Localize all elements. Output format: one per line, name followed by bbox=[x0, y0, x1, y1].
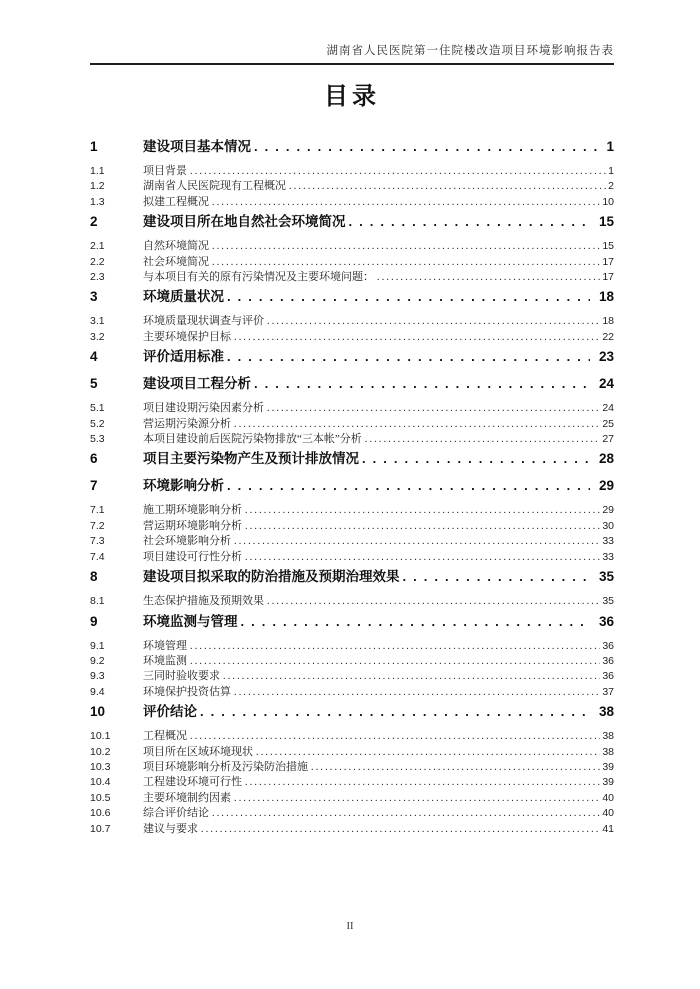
toc-entry-page: 15 bbox=[602, 240, 614, 253]
toc-entry-page: 1 bbox=[608, 165, 614, 177]
toc-chapter-entry[interactable] bbox=[90, 212, 614, 232]
toc-entry-page: 40 bbox=[602, 807, 614, 820]
toc-entry-title: 营运期污染源分析 bbox=[143, 417, 231, 430]
toc-entry-title: 社会环境简况 bbox=[143, 255, 209, 268]
toc-entry-page: 15 bbox=[598, 214, 614, 230]
toc-dot-leader bbox=[231, 417, 600, 432]
toc-entry-page: 2 bbox=[608, 180, 614, 193]
toc-dot-leader bbox=[253, 745, 600, 760]
toc-entry-page: 39 bbox=[602, 760, 614, 773]
toc-entry-number: 9.4 bbox=[90, 685, 105, 698]
toc-sub-entry[interactable] bbox=[90, 760, 614, 775]
toc-entry-number: 2.1 bbox=[90, 240, 105, 253]
toc-entry-page: 30 bbox=[602, 519, 614, 532]
toc-entry-number: 3 bbox=[90, 289, 98, 305]
toc-entry-title: 湖南省人民医院现有工程概况 bbox=[143, 180, 286, 193]
toc-sub-entry[interactable] bbox=[90, 669, 614, 684]
toc-dot-leader bbox=[242, 775, 600, 790]
toc-sub-entry[interactable] bbox=[90, 503, 614, 518]
toc-entry-page: 22 bbox=[602, 330, 614, 343]
toc-entry-number: 8.1 bbox=[90, 595, 105, 608]
header-title: 湖南省人民医院第一住院楼改造项目环境影响报告表 bbox=[326, 45, 614, 57]
toc-dot-leader bbox=[231, 534, 600, 549]
toc-chapter-entry[interactable] bbox=[90, 476, 614, 496]
toc-entry-number: 3.2 bbox=[90, 330, 105, 343]
toc-sub-entry[interactable] bbox=[90, 806, 614, 821]
toc-entry-page: 36 bbox=[602, 654, 614, 667]
toc-entry-page: 35 bbox=[602, 595, 614, 608]
toc-entry-page: 41 bbox=[602, 822, 614, 835]
toc-entry-number: 10.4 bbox=[90, 776, 111, 789]
toc-entry-number: 5.2 bbox=[90, 417, 105, 430]
toc-entry-title: 评价适用标准 bbox=[143, 349, 224, 365]
toc-dot-leader bbox=[286, 179, 606, 194]
toc-entry-page: 33 bbox=[602, 550, 614, 563]
page-number: II bbox=[346, 921, 354, 932]
toc-entry-title: 项目建设可行性分析 bbox=[143, 550, 242, 563]
toc-entry-number: 10 bbox=[90, 704, 106, 720]
toc-entry-title: 环境监测 bbox=[143, 654, 187, 667]
toc-entry-title: 环境管理 bbox=[143, 639, 187, 652]
toc-dot-leader bbox=[238, 612, 590, 632]
toc-dot-leader bbox=[242, 503, 600, 518]
toc-dot-leader bbox=[187, 654, 600, 669]
toc-entry-page: 17 bbox=[602, 271, 614, 284]
toc-entry-number: 9.1 bbox=[90, 639, 105, 652]
toc-dot-leader bbox=[209, 239, 600, 254]
toc-dot-leader bbox=[187, 164, 606, 179]
toc-sub-entry[interactable] bbox=[90, 195, 614, 210]
toc-dot-leader bbox=[187, 639, 600, 654]
toc-entry-title: 环境影响分析 bbox=[143, 478, 224, 494]
toc-sub-entry[interactable] bbox=[90, 239, 614, 254]
toc-entry-page: 38 bbox=[602, 730, 614, 743]
toc-dot-leader bbox=[209, 806, 600, 821]
toc-entry-number: 2.3 bbox=[90, 271, 105, 284]
toc-sub-entry[interactable] bbox=[90, 255, 614, 270]
toc-entry-title: 工程建设环境可行性 bbox=[143, 776, 242, 789]
toc-dot-leader bbox=[231, 791, 600, 806]
toc-dot-leader bbox=[264, 594, 600, 609]
toc-sub-entry[interactable] bbox=[90, 639, 614, 654]
toc-entry-number: 9 bbox=[90, 613, 98, 629]
toc-entry-number: 5.3 bbox=[90, 433, 105, 446]
toc-entry-page: 18 bbox=[598, 289, 614, 305]
toc-entry-title: 三同时验收要求 bbox=[143, 670, 220, 683]
toc-entry-number: 6 bbox=[90, 451, 98, 467]
toc-dot-leader bbox=[251, 374, 590, 394]
toc-entry-number: 4 bbox=[90, 349, 98, 365]
toc-entry-page: 35 bbox=[598, 569, 614, 585]
toc-entry-title: 主要环境保护目标 bbox=[143, 330, 231, 343]
toc-entry-title: 本项目建设前后医院污染物排放“三本帐”分析 bbox=[143, 433, 362, 446]
toc-entry-number: 10.6 bbox=[90, 807, 111, 820]
toc-entry-page: 27 bbox=[602, 433, 614, 446]
toc-dot-leader bbox=[264, 314, 600, 329]
toc-entry-title: 项目主要污染物产生及预计排放情况 bbox=[143, 451, 359, 467]
toc-entry-page: 25 bbox=[602, 417, 614, 430]
toc-entry-number: 1 bbox=[90, 139, 98, 154]
toc-entry-title: 建设项目所在地自然社会环境简况 bbox=[143, 214, 346, 230]
toc-entry-number: 10.2 bbox=[90, 745, 111, 758]
toc-dot-leader bbox=[220, 669, 600, 684]
toc-entry-title: 项目背景 bbox=[143, 165, 187, 177]
toc-entry-page: 36 bbox=[602, 670, 614, 683]
toc-entry-number: 7.2 bbox=[90, 519, 105, 532]
toc-chapter-entry[interactable] bbox=[90, 347, 614, 367]
toc-entry-title: 建设项目基本情况 bbox=[143, 139, 251, 154]
toc-sub-entry[interactable] bbox=[90, 594, 614, 609]
toc-sub-entry[interactable] bbox=[90, 179, 614, 194]
toc-dot-leader bbox=[209, 255, 600, 270]
toc-chapter-entry[interactable] bbox=[90, 449, 614, 469]
toc-dot-leader bbox=[362, 432, 601, 447]
toc-entry-page: 1 bbox=[606, 139, 614, 154]
toc-entry-number: 9.2 bbox=[90, 654, 105, 667]
toc-entry-title: 综合评价结论 bbox=[143, 807, 209, 820]
toc-sub-entry[interactable] bbox=[90, 417, 614, 432]
toc-sub-entry[interactable] bbox=[90, 534, 614, 549]
toc-title: 目录 bbox=[324, 83, 380, 110]
toc-entry-page: 39 bbox=[602, 776, 614, 789]
toc-entry-number: 3.1 bbox=[90, 315, 105, 328]
toc-dot-leader bbox=[242, 519, 600, 534]
toc-sub-entry[interactable] bbox=[90, 270, 614, 285]
toc-entry-title: 与本项目有关的原有污染情况及主要环境问题： bbox=[143, 271, 374, 284]
toc-entry-number: 5 bbox=[90, 376, 98, 392]
toc-dot-leader bbox=[359, 449, 590, 469]
toc-dot-leader bbox=[198, 822, 600, 837]
toc-entry-page: 29 bbox=[598, 478, 614, 494]
page-header bbox=[90, 44, 614, 65]
toc-entry-title: 社会环境影响分析 bbox=[143, 535, 231, 548]
toc-entry-page: 37 bbox=[602, 685, 614, 698]
toc-entry-number: 5.1 bbox=[90, 402, 105, 415]
toc-entry-title: 主要环境制约因素 bbox=[143, 791, 231, 804]
toc-entry-title: 营运期环境影响分析 bbox=[143, 519, 242, 532]
toc-entry-page: 29 bbox=[602, 504, 614, 517]
toc-entry-title: 自然环境简况 bbox=[143, 240, 209, 253]
toc-entry-page: 10 bbox=[602, 195, 614, 208]
toc-entry-number: 1.2 bbox=[90, 180, 105, 193]
toc-sub-entry[interactable] bbox=[90, 729, 614, 744]
toc-dot-leader bbox=[264, 401, 600, 416]
toc-entry-number: 10.7 bbox=[90, 822, 111, 835]
toc-dot-leader bbox=[224, 347, 590, 367]
toc-list bbox=[90, 137, 614, 837]
toc-sub-entry[interactable] bbox=[90, 550, 614, 565]
toc-entry-number: 10.3 bbox=[90, 760, 111, 773]
toc-entry-number: 7.3 bbox=[90, 535, 105, 548]
toc-dot-leader bbox=[346, 212, 590, 232]
toc-dot-leader bbox=[374, 270, 600, 285]
toc-dot-leader bbox=[187, 729, 600, 744]
toc-entry-title: 施工期环境影响分析 bbox=[143, 504, 242, 517]
toc-entry-page: 28 bbox=[598, 451, 614, 467]
toc-entry-title: 项目所在区域环境现状 bbox=[143, 745, 253, 758]
toc-entry-number: 2 bbox=[90, 214, 98, 230]
toc-sub-entry[interactable] bbox=[90, 745, 614, 760]
toc-chapter-entry[interactable] bbox=[90, 287, 614, 307]
toc-sub-entry[interactable] bbox=[90, 314, 614, 329]
toc-entry-number: 7 bbox=[90, 478, 98, 494]
toc-sub-entry[interactable] bbox=[90, 432, 614, 447]
toc-dot-leader bbox=[400, 567, 590, 587]
toc-entry-number: 2.2 bbox=[90, 255, 105, 268]
toc-entry-page: 24 bbox=[602, 402, 614, 415]
toc-entry-number: 1.1 bbox=[90, 165, 105, 177]
toc-chapter-entry[interactable] bbox=[90, 374, 614, 394]
toc-sub-entry[interactable] bbox=[90, 685, 614, 700]
toc-dot-leader bbox=[224, 476, 590, 496]
toc-chapter-entry[interactable] bbox=[90, 702, 614, 722]
toc-entry-page: 24 bbox=[598, 376, 614, 392]
toc-entry-page: 38 bbox=[602, 745, 614, 758]
page-content bbox=[90, 44, 614, 837]
toc-entry-page: 38 bbox=[598, 704, 614, 720]
toc-entry-page: 18 bbox=[602, 315, 614, 328]
toc-entry-number: 8 bbox=[90, 569, 98, 585]
toc-entry-number: 7.1 bbox=[90, 504, 105, 517]
toc-entry-number: 1.3 bbox=[90, 195, 105, 208]
toc-entry-page: 17 bbox=[602, 255, 614, 268]
toc-entry-title: 建设项目工程分析 bbox=[143, 376, 251, 392]
toc-sub-entry[interactable] bbox=[90, 822, 614, 837]
toc-dot-leader bbox=[197, 702, 590, 722]
toc-chapter-entry[interactable] bbox=[90, 567, 614, 587]
toc-sub-entry[interactable] bbox=[90, 401, 614, 416]
toc-dot-leader bbox=[308, 760, 600, 775]
toc-dot-leader bbox=[231, 685, 600, 700]
toc-sub-entry[interactable] bbox=[90, 791, 614, 806]
toc-sub-entry[interactable] bbox=[90, 330, 614, 345]
toc-dot-leader bbox=[231, 330, 600, 345]
toc-entry-page: 33 bbox=[602, 535, 614, 548]
toc-entry-title: 评价结论 bbox=[143, 704, 197, 720]
toc-entry-title: 环境质量现状调查与评价 bbox=[143, 315, 264, 328]
toc-entry-title: 拟建工程概况 bbox=[143, 195, 209, 208]
toc-entry-title: 工程概况 bbox=[143, 730, 187, 743]
toc-entry-title: 环境质量状况 bbox=[143, 289, 224, 305]
toc-entry-title: 项目建设期污染因素分析 bbox=[143, 402, 264, 415]
toc-chapter-entry[interactable] bbox=[90, 612, 614, 632]
toc-entry-title: 项目环境影响分析及污染防治措施 bbox=[143, 760, 308, 773]
toc-entry-number: 10.1 bbox=[90, 730, 111, 743]
toc-sub-entry[interactable] bbox=[90, 164, 614, 179]
toc-sub-entry[interactable] bbox=[90, 654, 614, 669]
toc-entry-page: 40 bbox=[602, 791, 614, 804]
toc-entry-title: 建议与要求 bbox=[143, 822, 198, 835]
toc-entry-page: 23 bbox=[598, 349, 614, 365]
toc-sub-entry[interactable] bbox=[90, 519, 614, 534]
toc-entry-title: 环境保护投资估算 bbox=[143, 685, 231, 698]
toc-entry-page: 36 bbox=[598, 613, 614, 629]
toc-sub-entry[interactable] bbox=[90, 775, 614, 790]
page-footer bbox=[0, 921, 700, 932]
toc-entry-page: 36 bbox=[602, 639, 614, 652]
toc-entry-number: 7.4 bbox=[90, 550, 105, 563]
toc-dot-leader bbox=[209, 195, 600, 210]
toc-entry-title: 建设项目拟采取的防治措施及预期治理效果 bbox=[143, 569, 400, 585]
toc-dot-leader bbox=[242, 550, 600, 565]
toc-dot-leader bbox=[224, 287, 590, 307]
toc-entry-number: 10.5 bbox=[90, 791, 111, 804]
toc-entry-title: 环境监测与管理 bbox=[143, 613, 238, 629]
toc-chapter-entry[interactable] bbox=[90, 137, 614, 157]
toc-entry-number: 9.3 bbox=[90, 670, 105, 683]
toc-dot-leader bbox=[251, 137, 597, 157]
toc-entry-title: 生态保护措施及预期效果 bbox=[143, 595, 264, 608]
